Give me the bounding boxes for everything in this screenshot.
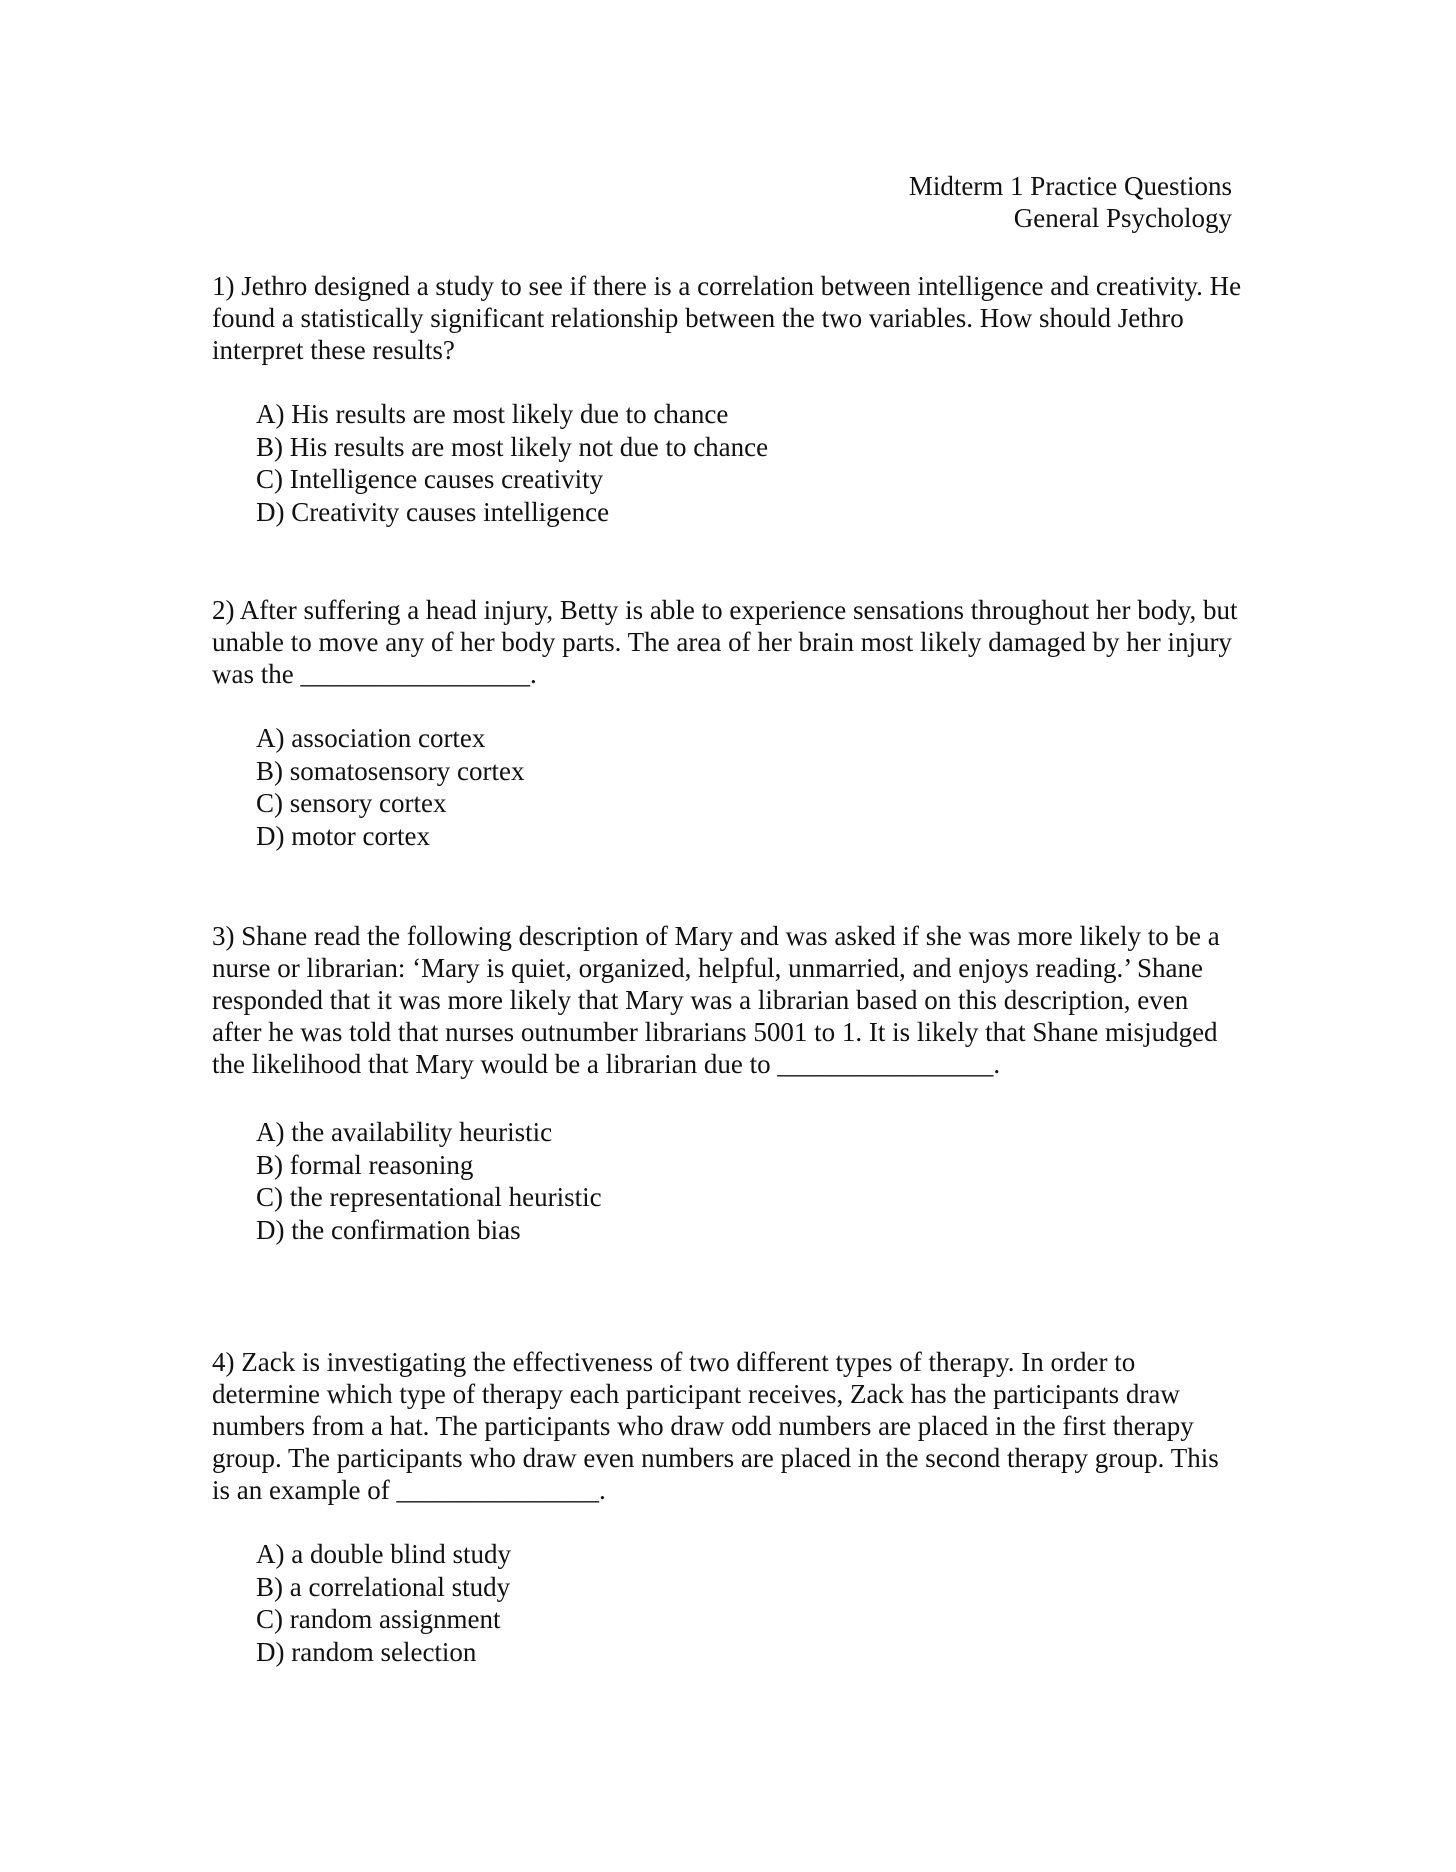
option-d: D) motor cortex (256, 820, 430, 851)
header-title: Midterm 1 Practice Questions (908, 171, 1232, 201)
question-1 (212, 270, 1242, 528)
option-d: D) random selection (256, 1636, 477, 1667)
question-stem: 3) Shane read the following description of Mary and was asked if she was more likely to be a nurse or librarian: ‘Mary is quiet, organized, helpful, unmarried, and enjoys reading.’ Shane responded that it was more likely that Mary was a librarian based on this description, even after he was told that nurses outnumber librarians 5001 to 1. It is likely that Shane misjudged the likelihood that Mary would be a librarian due to ________________. (212, 921, 1220, 1079)
option-b: B) somatosensory cortex (256, 755, 525, 786)
question-stem: 4) Zack is investigating the effectiveness of two different types of therapy. In order to determine which type of therapy each participant receives, Zack has the participants draw numbers from a hat. The participants who draw odd numbers are placed in the first therapy group. The participants who draw even numbers are placed in the second therapy group. This is an example of _______________. (212, 1347, 1219, 1505)
option-a: A) association cortex (256, 723, 486, 753)
option-a: A) the availability heuristic (256, 1117, 553, 1147)
question-stem: 2) After suffering a head injury, Betty is able to experience sensations throughout her body, but unable to move any of her body parts. The area of her brain most likely damaged by her injury was the _________________. (212, 595, 1238, 689)
answer-options (212, 1116, 1242, 1246)
option-b: B) formal reasoning (256, 1149, 474, 1180)
document-header (909, 170, 1232, 234)
option-c: C) the representational heuristic (256, 1182, 602, 1212)
answer-options (212, 1538, 1242, 1668)
option-c: C) sensory cortex (256, 788, 447, 818)
question-3 (212, 920, 1242, 1246)
header-course: General Psychology (1013, 203, 1232, 233)
option-b: B) a correlational study (256, 1571, 511, 1602)
answer-options (212, 398, 1242, 528)
option-a: A) a double blind study (256, 1539, 511, 1569)
option-a: A) His results are most likely due to chance (256, 399, 729, 429)
option-c: C) Intelligence causes creativity (256, 464, 604, 494)
question-4 (212, 1346, 1242, 1668)
question-2 (212, 594, 1242, 852)
option-d: D) Creativity causes intelligence (256, 496, 610, 527)
option-d: D) the confirmation bias (256, 1214, 521, 1245)
question-stem: 1) Jethro designed a study to see if there is a correlation between intelligence and creativity. He found a statistically significant relationship between the two variables. How should Jethro interpret these results? (212, 271, 1242, 365)
answer-options (212, 722, 1242, 852)
option-c: C) random assignment (256, 1604, 501, 1634)
option-b: B) His results are most likely not due to chance (256, 431, 769, 462)
